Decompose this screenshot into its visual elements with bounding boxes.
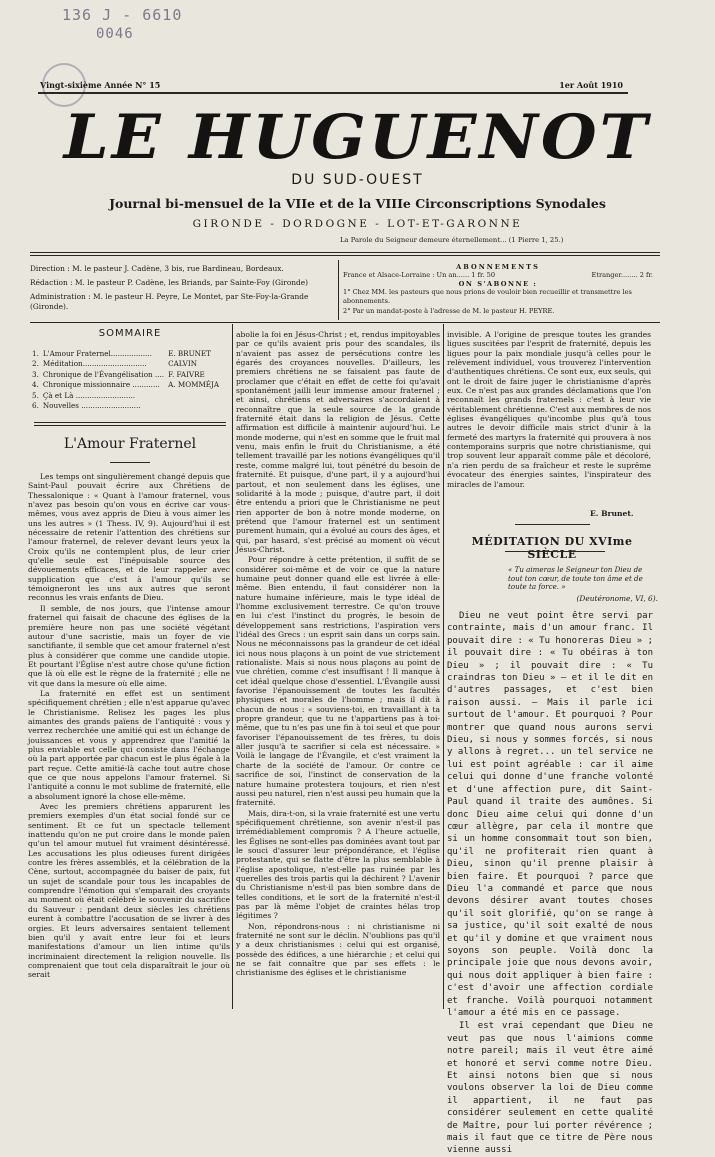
regions: GIRONDE - DORDOGNE - LOT-ET-GARONNE <box>192 218 523 230</box>
sommaire-item <box>30 349 221 359</box>
sommaire-table <box>30 349 221 411</box>
item-number: 5. <box>32 390 39 400</box>
article-column-3 <box>447 330 651 508</box>
handwritten-catalog-number: 136 J - 6610 <box>62 6 183 24</box>
subscriptions-block <box>343 263 653 315</box>
item-author: CALVIN <box>168 359 198 369</box>
sommaire-item <box>30 401 221 411</box>
item-author: A. MOMMÉJA <box>168 380 220 390</box>
paragraph: Il est vrai cependant que Dieu ne veut pas que nous l'aimions comme notre pareil; mais il veut être aimé et honoré et servi comme notre Dieu. Et ainsi notons bien que si nous voulons observer la loi de Dieu comme il appartient, il ne faut pas considérer seulement en cette qualité de Maître, pour lui porter révérence ; mais il faut que ce titre de Père nous vienne aussi <box>447 1021 653 1156</box>
item-number: 4. <box>32 380 39 390</box>
masthead-subtitle: DU SUD-OUEST <box>291 172 424 188</box>
subscribe-option-2: 2° Par un mandat-poste à l'adresse de M. le pasteur H. PEYRE. <box>343 307 555 316</box>
sommaire-item <box>30 359 221 369</box>
paragraph: abolie la foi en Jésus-Christ ; et, rendus impitoyables par ce qu'ils avaient pris pour des scandales, ils n'avaient pas assez de persécutions contre les égarés des croyances nouvelles. D'ailleurs, les premiers chrétiens ne se faisaient pas faute de proclamer que c'était en effet de cette foi qu'avait spontanément jailli leur immense amour fraternel ; et ainsi, chrétiens et adversaires s'accordaient à reconnaître que la seule source de la grande fraternité était dans la religion de Jésus. Cette affirmation est difficile à maintenir aujourd'hui. Le monde moderne, qui n'est en somme que le fruit mal venu, mais enfin le fruit du Christianisme, a été tellement travaillé par les notions évangéliques qu'il reste, comme malgré lui, tout pénétré du besoin de fraternité. Et puisque, d'une part, il y a aujourd'hui partout, et non seulement dans les églises, une solidarité à la mode ; puisque, d'autre part, il doit être entendu a priori que le Christianisme ne peut rien apporter de bon à notre monde moderne, on prétend que l'amour fraternel est un sentiment purement humain, qui a évolué au cours des âges, et qui, par hasard, s'est précisé au moment où vécut Jésus-Christ. <box>236 330 441 554</box>
journal-description: Journal bi-mensuel de la VIIe et de la VIIIe Circonscriptions Synodales <box>109 196 606 211</box>
paragraph: Non, répondrons-nous : ni christianisme ni fraternité ne sont sur le déclin. N'oublions pas qu'il y a deux christianismes : celui qui est organisé, possède des édifices, a une hiérarchie ; et celui qui ne se fait connaître que par ses effets : le christianisme des églises et le christianisme <box>236 921 440 978</box>
staff-block <box>30 264 335 311</box>
item-author <box>166 401 221 411</box>
article-column-1 <box>28 472 230 1012</box>
item-title: Chronique missionnaire ............ <box>42 380 160 390</box>
paragraph: Avec les premiers chrétiens apparurent les premiers exemples d'un état social fondé sur ce sentiment. Et ce fut un spectacle tellement inattendu qu'on ne put croire dans le monde païen qu'un tel amour mutuel fut vraiment désintéressé. Les accusations les plus odieuses furent dirigées contre les frères assemblés, et la célébration de la Cène, surtout, accompagnée du baiser de paix, fut un sujet de scandale pour tous les incapables de comprendre l'émotion qui s'emparait des croyants au moment où était célébré le souvenir du sacrifice du Sauveur : pendant deux siècles les chrétiens eurent à combattre l'accusation de se livrer à des orgies. Et leurs adversaires sentaient tellement bien qu'il y avait entre leur foi et leurs manifestations d'amour un lien intime qu'ils incriminaient directement la religion nouvelle. Ils comprenaient que tout cela disparaîtrait le jour où serait <box>28 802 230 980</box>
item-author <box>166 391 221 401</box>
item-title: Çà et Là .......................... <box>42 390 136 400</box>
article-signature: E. Brunet. <box>590 509 634 518</box>
item-title: Nouvelles .......................... <box>42 401 141 411</box>
article-title: L'Amour Fraternel <box>63 436 197 452</box>
paragraph: Mais, dira-t-on, si la vraie fraternité est une vertu spécifiquement chrétienne, son avenir n'est-il pas irrémédiablement compromis ? A l'heure actuelle, les Églises ne sont-elles pas dominées avant tout par le souci d'assurer leur prépondérance, et l'église protestante, qui se flatte d'être la plus semblable à l'église apostolique, n'est-elle pas ruinée par les querelles des trois partis qui la déchirent ? L'avenir du Christianisme n'est-il pas bien sombre dans de telles conditions, et le sort de la fraternité n'est-il pas par là même l'objet de craintes hélas trop légitimes ? <box>236 808 440 921</box>
paragraph: Pour répondre à cette prétention, il suffit de se considérer soi-même et de voir ce que la nature humaine peut donner quand elle est livrée à elle-même. Bien entendu, il faut considérer non la nature humaine inférieure, mais le type idéal de l'homme exclusivement terrestre. Ce qu'on trouve en lui c'est l'instinct du progrès, le besoin de développement sans restrictions, l'aspiration vers l'idéal des Grecs : un esprit sain dans un corps sain. Nous ne méconnaissons pas la grandeur de cet idéal ici nous nous plaçons à un point de vue strictement rationaliste. Mais si nous nous plaçons au point de vue chrétien, comme c'est insuffisant ! Il manque à cet idéal quelque chose d'essentiel. L'Évangile aussi favorise l'épanouissement de toutes les facultés physiques et morales de l'homme ; mais il dit à chacun de nous : « souviens-toi, en travaillant à ta propre grandeur, que tu ne t'appartiens pas à toi-même, que tu n'es pas une fin à toi seul et que pour favoriser l'épanouissement de tes frères, tu dois aller jusqu'à te sacrifier si cela est nécessaire. » Voilà le langage de l'Évangile, et c'est vraiment la charte de la société de l'amour. Or contre ce sacrifice de soi, l'instinct de conservation de la nature humaine protestera toujours, et rien n'est aussi peu naturel, rien n'est aussi peu humain que la fraternité. <box>236 555 440 808</box>
item-title: Méditation............................ <box>42 359 147 369</box>
france-label: France et Alsace-Lorraine : Un an...... <box>343 271 470 280</box>
paragraph: invisible. A l'origine de presque toutes les grandes ligues suscitées par l'esprit de fraternité, depuis les ligues pour la paix mondiale jusqu'à celles pour le relèvement individuel, vous trouverez l'intervention d'authentiques chrétiens. Ce sont eux, eux seuls, qui ont le droit de faire juger le christianisme d'après eux. Ce n'est pas aux grandes déclamations que l'on reconnaît les grands fraternels : c'est à leur vie véritablement chrétienne. C'est aux membres de nos églises évangéliques qu'incombe plus qu'à tous autres le devoir difficile mais strict d'unir à la fermeté des martyrs la fraternité qui prouvera à nos contemporains surpris que notre christianisme, qui trop souvent leur apparaît comme pâle et décoloré, n'a rien perdu de sa fraîcheur et reste le suprême évocateur des énergies saintes, l'inspirateur des miracles de l'amour. <box>447 330 651 489</box>
paragraph: Dieu ne veut point être servi par contrainte, mais d'un amour franc. Il pouvait dire : « Tu honoreras Dieu » ; il pouvait dire : « Tu obéiras à ton Dieu » ; il pouvait dire : « Tu craindras ton Dieu » — et il le dit en d'autres passages, et c'est bien raison aussi. — Mais il parle ici surtout de l'amour. Et pourquoi ? Pour montrer que quand nous aurons servi Dieu, si nous y sommes forcés, si nous y allons à regret... un tel service ne lui est point agréable : car il aime celui qui donne d'une franche volonté et d'une affection pure, dit Saint-Paul quand il traite des aumônes. Si donc Dieu aime celui qui donne d'un cœur allègre, par cela il montre que si un homme consommait tout son bien, qu'il ne profiterait rien quant à Dieu, sinon qu'il prenne plaisir à bien faire. Et pourquoi ? parce que Dieu l'a commandé et parce que nous devons désirer avant toutes choses qu'il soit glorifié, qu'on se range à sa justice, qu'il soit exalté de nous et qu'il y domine et que vraiment nous soyons son peuple. Voilà donc la principale joie que nous devons avoir, qui nous doit appliquer à bien faire : c'est d'avoir une affection cordiale et franche. Voilà pourquoi notamment l'amour a été mis en ce passage. <box>447 611 653 1018</box>
year-issue: Vingt-sixième Année N° 15 <box>40 80 161 90</box>
issue-date: 1er Août 1910 <box>559 80 623 90</box>
meditation-body <box>447 610 653 1156</box>
meditation-reference: (Deutéronome, VI, 6). <box>576 594 658 603</box>
sommaire-item <box>30 370 221 380</box>
paragraph: Les temps ont singulièrement changé depuis que Saint-Paul pouvait écrire aux Chrétiens de Thessalonique : « Quant à l'amour fraternel, vous n'avez pas besoin qu'on vous en écrive car vous-mêmes, vous avez appris de Dieu à vous aimer les uns les autres » (1 Thess. IV, 9). Aujourd'hui il est nécessaire de retenir l'attention des chrétiens sur l'amour fraternel, de relever devant leurs yeux la Croix qu'ils ne contemplent plus, de leur crier qu'elle seule est l'inépuisable source des dévouements efficaces, et de leur rappeler avec supplication que c'est à l'amour qu'ils se témoigneront les uns aux autres que seront reconnus les vrais enfants de Dieu. <box>28 472 230 603</box>
administration-line: Administration : M. le pasteur H. Peyre, Le Montet, par Ste-Foy-la-Grande (Gironde). <box>30 292 309 311</box>
sommaire-heading: SOMMAIRE <box>98 328 162 339</box>
sommaire <box>30 328 230 411</box>
france-price: 1 fr. 50 <box>471 271 496 280</box>
article-column-2 <box>236 330 440 1012</box>
item-title: L'Amour Fraternel.................. <box>42 349 152 358</box>
sommaire-item <box>30 391 221 401</box>
item-author: E. BRUNET <box>168 349 211 358</box>
item-number: 3. <box>32 369 39 379</box>
subscriptions-heading: ABONNEMENTS <box>456 263 540 271</box>
subscribe-option-1: 1° Chez MM. les pasteurs que nous prions de vouloir bien recueillir et transmettre les abonnements. <box>343 288 632 305</box>
paragraph: La fraternité en effet est un sentiment spécifiquement chrétien ; elle n'est apparue qu'avec le Christianisme. Relisez les pages les plus aimantes des grands païens de l'antiquité : vous y verrez recherchée une amitié qui est un échange de jouissances et vous y apprendrez que l'amitié la plus enviable est celle qui consiste dans l'échange où la part apportée par chacun est le plus égale à la part reçue. Cette amitié-là cache tout autre chose que ce que nous appelons l'amour fraternel. Si l'antiquité a connu le mot sublime de fraternité, elle a absolument ignoré la chose elle-même. <box>28 688 230 801</box>
subscribe-heading: ON S'ABONNE : <box>458 279 538 288</box>
masthead-title: LE HUGUENOT <box>63 101 651 174</box>
item-number: 1. <box>32 349 39 358</box>
item-title: Chronique de l'Évangélisation .... <box>42 369 165 379</box>
epigraph: La Parole du Seigneur demeure éternellement... (1 Pierre 1, 25.) <box>340 236 564 244</box>
foreign-price: 2 fr. <box>639 271 653 280</box>
direction-line: Direction : M. le pasteur J. Cadène, 3 bis, rue Bardineau, Bordeaux. <box>30 264 284 273</box>
meditation-epigraph: « Tu aimeras le Seigneur ton Dieu de tout ton cœur, de toute ton âme et de toute ta force. » <box>508 565 643 592</box>
item-number: 2. <box>32 359 39 369</box>
redaction-line: Rédaction : M. le pasteur P. Cadène, les Briands, par Sainte-Foy (Gironde) <box>30 278 309 288</box>
handwritten-reference: 0046 <box>96 26 134 42</box>
paragraph: Il semble, de nos jours, que l'intense amour fraternel qui faisait de chacune des églises de la première heure non pas une société végétant autour d'une sacristie, mais un foyer de vie sanctifiante, il semble que cet amour fraternel n'est plus à considérer que comme une candide utopie. Et pourtant l'Église n'est autre chose qu'une fiction que là où elle est le règne de la fraternité ; elle ne vit que dans la mesure où elle aime. <box>28 603 230 688</box>
meditation-title: MÉDITATION DU XVIme SIÈCLE <box>471 535 633 561</box>
item-number: 6. <box>32 401 39 411</box>
sommaire-item <box>30 380 221 390</box>
foreign-label: Etranger........ <box>591 271 638 280</box>
item-author: F. FAIVRE <box>168 369 205 379</box>
